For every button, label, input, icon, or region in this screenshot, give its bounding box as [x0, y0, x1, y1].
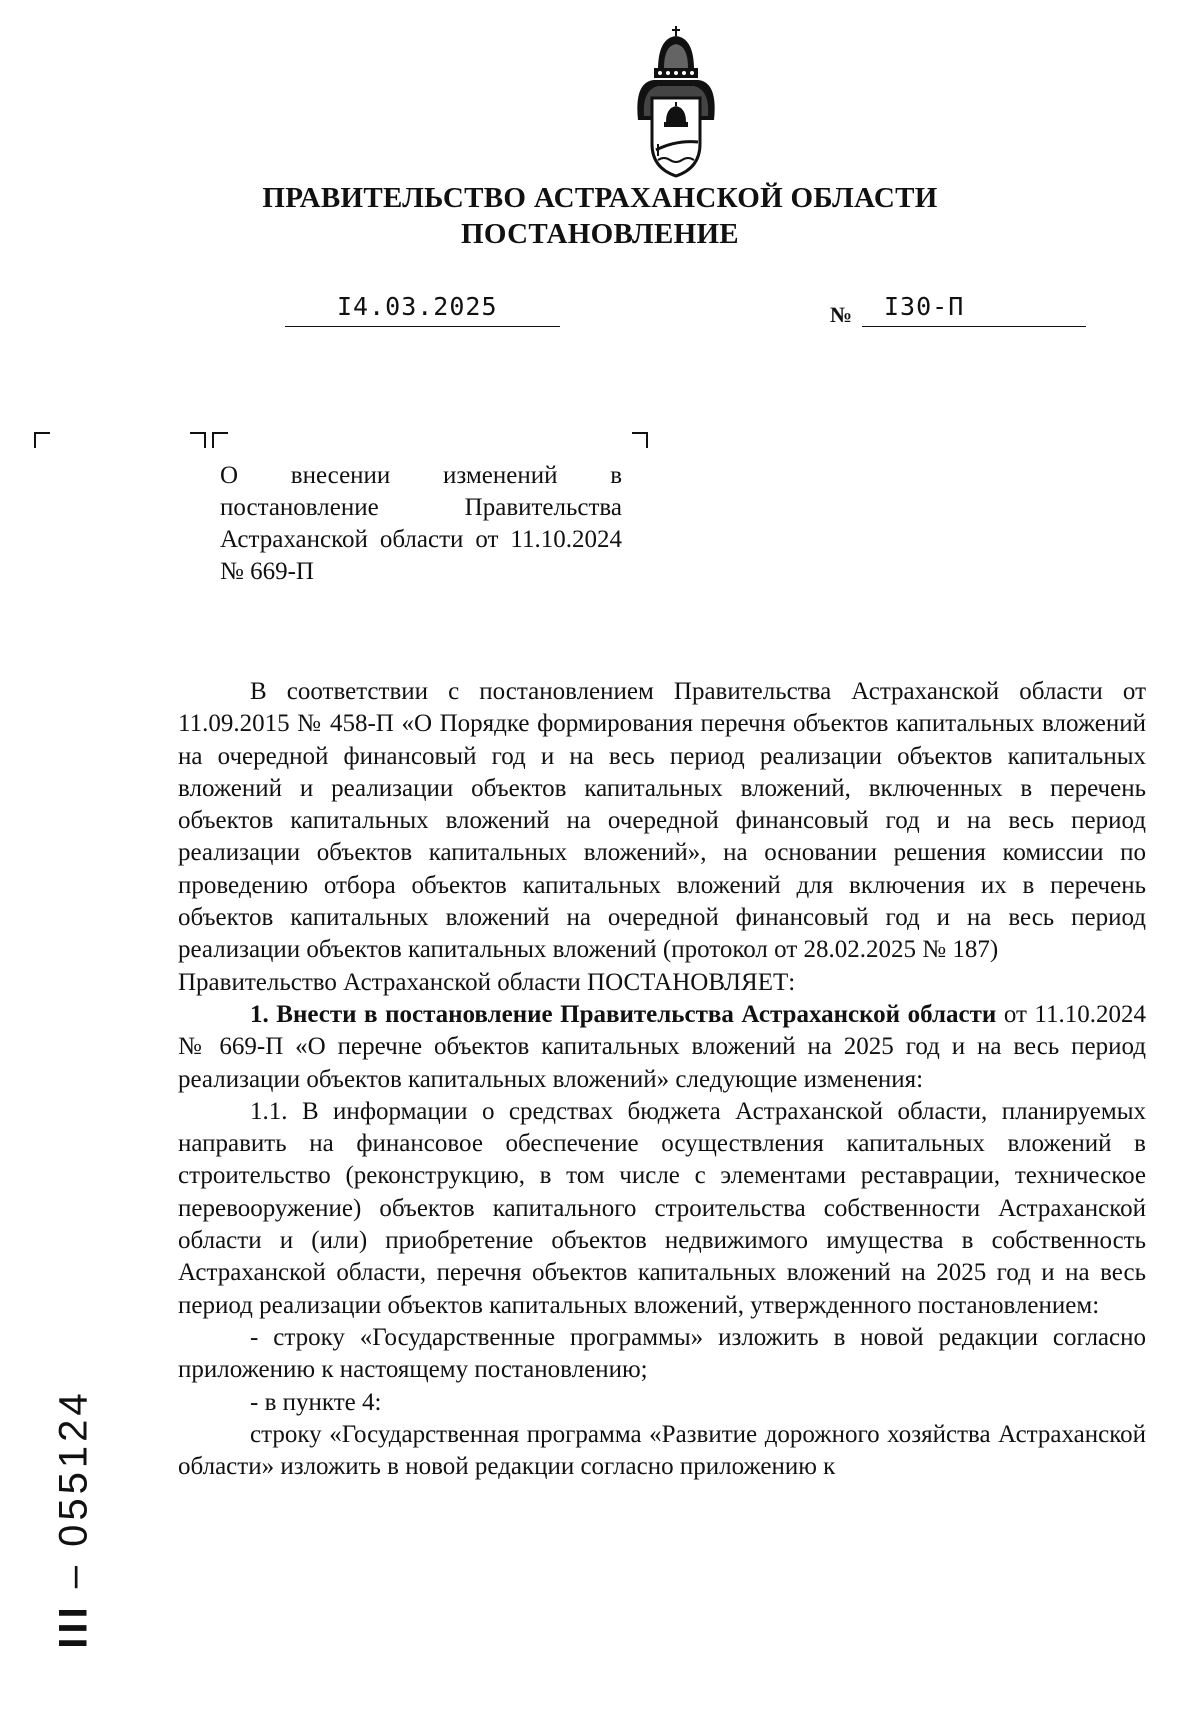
corner-bracket-left: [34, 432, 50, 448]
clause-1-lead: 1. Внести в постановление Правительства Астраханской области: [250, 1000, 997, 1028]
date-value: I4.03.2025: [337, 292, 498, 321]
number-field: [862, 292, 1086, 327]
clause-1-1: 1.1. В информации о средствах бюджета Астраханской области, планируемых направить на финансовое обеспечение осуществления капитальных вложений в строительство (реконструкцию, в том числе с элементами реставрации, техническое перевооружение) объектов капитального строительства собственности Астраханской области и (или) приобретение объектов недвижимого имущества в собственность Астраханской области, перечня объектов капитальных вложений на 2025 год и на весь период реализации объектов капитальных вложений, утвержденного постановлением:: [178, 1097, 1146, 1319]
document-body: [178, 676, 1146, 1483]
side-serial-text: [52, 1389, 97, 1648]
number-value: I30-П: [884, 292, 965, 321]
corner-bracket-subject-right: [632, 432, 648, 448]
corner-bracket-subject-left-a: [190, 432, 206, 448]
clause-item-point-4: - в пункте 4:: [250, 1388, 382, 1416]
coat-of-arms-emblem: [628, 24, 724, 184]
org-title: ПРАВИТЕЛЬСТВО АСТРАХАНСКОЙ ОБЛАСТИ: [262, 182, 938, 214]
preamble-paragraph: В соответствии с постановлением Правительства Астраханской области от 11.09.2015 № 458-П «О Порядке формирования перечня объектов капитальных вложений на очередной финансовый год и на весь период реализации объектов капитальных вложений и реализации объектов капитальных вложений, включенных в перечень объектов капитальных вложений на очередной финансовый год и на весь период реализации объектов капитальных вложений», на основании решения комиссии по проведению отбора объектов капитальных вложений для включения их в перечень объектов капитальных вложений на очередной финансовый год и на весь период реализации объектов капитальных вложений (протокол от 28.02.2025 № 187): [178, 678, 1146, 964]
clause-item-road-program: строку «Государственная программа «Развитие дорожного хозяйства Астраханской области» изложить в новой редакции согласно приложению к: [178, 1420, 1146, 1481]
side-serial-prefix: III: [51, 1603, 96, 1649]
clause-1: [178, 999, 1146, 1096]
clause-1-rest: от 11.10.2024 № 669-П «О перечне объектов капитальных вложений на 2025 год и на весь период реализации объектов капитальных вложений» следующие изменения:: [178, 1000, 1146, 1093]
decree-line: Правительство Астраханской области ПОСТАНОВЛЯЕТ:: [178, 968, 796, 996]
doc-type-title: ПОСТАНОВЛЕНИЕ: [461, 218, 739, 250]
clause-item-state-programs: - строку «Государственные программы» изложить в новой редакции согласно приложению к настоящему постановлению;: [178, 1323, 1146, 1384]
side-serial-dash: –: [51, 1546, 96, 1604]
side-serial-digits: 055124: [51, 1389, 96, 1547]
subject-block: О внесении изменений в постановление Правительства Астраханской области от 11.10.2024 № 669-П: [220, 462, 622, 585]
corner-bracket-subject-left-b: [212, 432, 228, 448]
number-sign: №: [830, 302, 853, 327]
date-field: [285, 292, 560, 327]
side-serial-number: [44, 1374, 104, 1664]
